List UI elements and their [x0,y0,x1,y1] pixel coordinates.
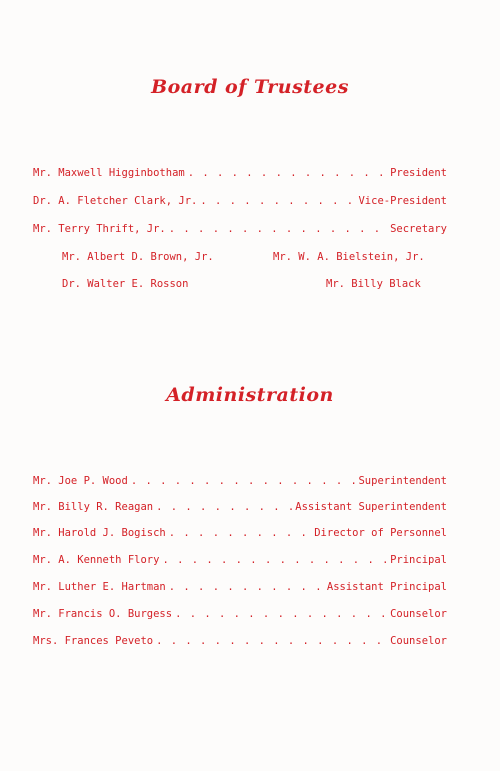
dot-leader [169,526,311,540]
staff-title: Assistant Superintendent [295,501,447,513]
staff-title: Superintendent [358,475,447,487]
officer-title: Secretary [390,223,447,235]
staff-title: Principal [390,554,447,566]
staff-name: Mr. Joe P. Wood [33,475,128,487]
officer-name: Dr. A. Fletcher Clark, Jr. [33,195,198,207]
staff-title: Assistant Principal [326,581,447,593]
staff-name: Mr. Harold J. Bogisch [33,527,166,539]
dot-leader [169,222,387,236]
officer-title: Vice-President [358,195,447,207]
staff-row [33,607,447,621]
officer-title: President [390,167,447,179]
staff-name: Mr. Francis O. Burgess [33,608,173,620]
board-member: Mr. Albert D. Brown, Jr. [62,251,214,263]
board-officer-row [33,166,447,180]
dot-leader [169,580,324,594]
board-of-trustees-heading: Board of Trustees [151,76,349,98]
staff-row [33,553,447,567]
staff-name: Mrs. Frances Peveto [33,635,154,647]
officer-name: Mr. Terry Thrift, Jr. [33,223,166,235]
board-member: Mr. W. A. Bielstein, Jr. [273,251,425,263]
dot-leader [162,553,387,567]
staff-name: Mr. Billy R. Reagan [33,501,154,513]
dot-leader [175,607,387,621]
board-officer-row [33,194,447,208]
staff-title: Counselor [390,635,447,647]
staff-row [33,526,447,540]
administration-heading: Administration [166,384,334,406]
board-member: Dr. Walter E. Rosson [62,278,189,290]
dot-leader [188,166,387,180]
dot-leader [156,500,292,514]
staff-name: Mr. A. Kenneth Flory [33,554,160,566]
officer-name: Mr. Maxwell Higginbotham [33,167,185,179]
staff-row [33,580,447,594]
staff-row [33,634,447,648]
staff-name: Mr. Luther E. Hartman [33,581,166,593]
board-officer-row [33,222,447,236]
dot-leader [131,474,356,488]
dot-leader [200,194,355,208]
dot-leader [156,634,387,648]
board-member: Mr. Billy Black [326,278,421,290]
staff-title: Director of Personnel [314,527,447,539]
staff-title: Counselor [390,608,447,620]
staff-row [33,500,447,514]
staff-row [33,474,447,488]
